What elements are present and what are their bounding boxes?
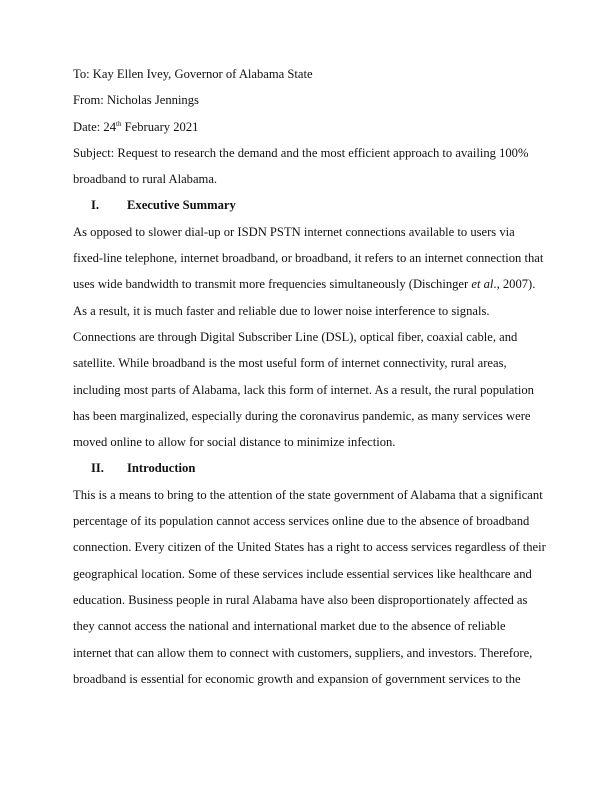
paragraph-line: Connections are through Digital Subscriber Line (DSL), optical fiber, coaxial cable, and — [73, 329, 518, 344]
paragraph-line: geographical location. Some of these services include essential services like healthcare and — [73, 566, 532, 581]
date-ordinal: th — [116, 119, 122, 128]
paragraph-line: moved online to allow for social distance to minimize infection. — [73, 435, 396, 450]
memo-date — [73, 114, 553, 140]
section-heading-introduction — [73, 455, 553, 481]
paragraph-line: connection. Every citizen of the United States has a right to access services regardless of their — [73, 540, 546, 555]
paragraph-line: including most parts of Alabama, lack this form of internet. As a result, the rural population — [73, 382, 534, 397]
memo-to: To: Kay Ellen Ivey, Governor of Alabama State — [73, 67, 313, 81]
paragraph-text: uses wide bandwidth to transmit more frequencies simultaneously (Dischinger — [73, 277, 472, 292]
memo-body — [73, 61, 553, 692]
paragraph-line: fixed-line telephone, internet broadband, or broadband, it refers to an internet connection that — [73, 251, 544, 266]
section-number: I. — [91, 198, 100, 213]
date-suffix: February 2021 — [121, 119, 199, 134]
section-title: Executive Summary — [127, 198, 236, 213]
paragraph-line: This is a means to bring to the attention of the state government of Alabama that a significant — [73, 487, 543, 502]
memo-subject-line-2: broadband to rural Alabama. — [73, 172, 218, 187]
paragraph-line: has been marginalized, especially during the coronavirus pandemic, as many services were — [73, 408, 531, 423]
executive-summary-paragraph — [73, 219, 553, 456]
paragraph-line: satellite. While broadband is the most useful form of internet connectivity, rural areas, — [73, 356, 507, 371]
section-title: Introduction — [127, 461, 196, 476]
memo-from: From: Nicholas Jennings — [73, 93, 199, 108]
citation-et-al: et al — [471, 277, 494, 292]
paragraph-line: internet that can allow them to connect with customers, suppliers, and investors. Therefore, — [73, 645, 533, 660]
introduction-paragraph — [73, 482, 553, 692]
paragraph-line — [73, 271, 553, 297]
paragraph-line: they cannot access the national and international market due to the absence of reliable — [73, 619, 506, 634]
memo-subject-line-1: Subject: Request to research the demand and the most efficient approach to availing 100% — [73, 145, 529, 160]
paragraph-line: percentage of its population cannot access services online due to the absence of broadband — [73, 514, 530, 529]
citation-tail: ., 2007). — [493, 277, 536, 292]
section-heading-executive-summary — [73, 192, 553, 218]
paragraph-line: broadband is essential for economic growth and expansion of government services to the — [73, 671, 521, 686]
paragraph-line: As opposed to slower dial-up or ISDN PSTN internet connections available to users via — [73, 224, 515, 239]
paragraph-line: As a result, it is much faster and reliable due to lower noise interference to signals. — [73, 303, 490, 318]
date-prefix: Date: 24 — [73, 119, 117, 134]
paragraph-line: education. Business people in rural Alabama have also been disproportionately affected as — [73, 592, 528, 607]
section-number: II. — [91, 461, 104, 476]
